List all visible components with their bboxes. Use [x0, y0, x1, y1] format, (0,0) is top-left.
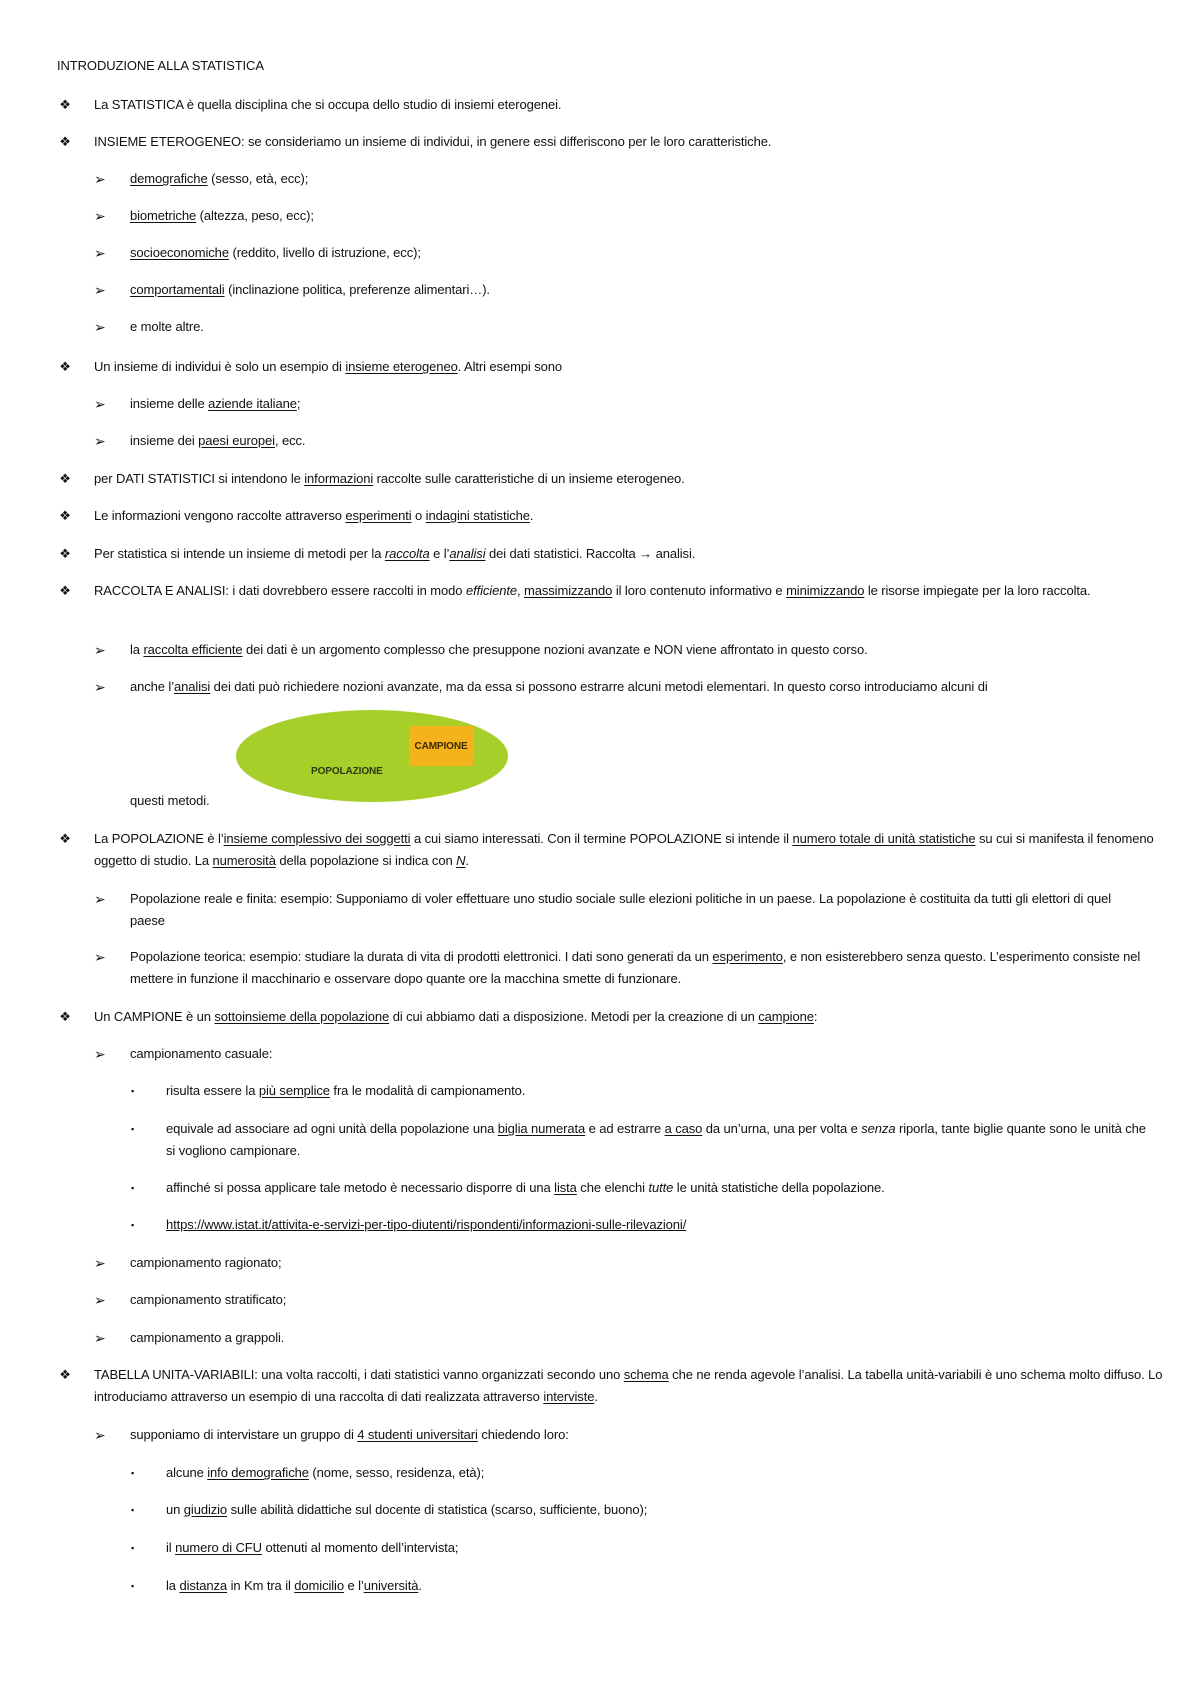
diamond-bullet-icon: ❖ — [59, 583, 71, 598]
diamond-bullet-icon: ❖ — [59, 508, 71, 523]
arrow-bullet-icon: ➢ — [94, 642, 106, 658]
underlined-term: demografiche — [130, 171, 208, 186]
arrow-bullet-icon: ➢ — [94, 1292, 106, 1308]
arrow-bullet-icon: ➢ — [94, 171, 106, 187]
diamond-bullet-icon: ❖ — [59, 831, 71, 846]
square-bullet-icon: ▪ — [131, 1581, 135, 1591]
arrow-bullet-icon: ➢ — [94, 282, 106, 298]
diamond-bullet-icon: ❖ — [59, 97, 71, 112]
document-page: INTRODUZIONE ALLA STATISTICA ❖ La STATISTICA è quella disciplina che si occupa dello studio di insiemi eterogenei. ❖ INSIEME ETEROGENEO: se consideriamo un insieme di individui, in genere essi differiscono per le loro caratteristiche. ➢ demografiche (sesso, età, ecc); ➢ biometriche (altezza, peso, ecc); ➢ socioeconomiche (reddito, livello di istruzione, ecc); ➢ comportamentali (inclinazione politica, preferenze alimentari…). ➢ e molte altre. ❖ Un insieme di individui è solo un esempio di insieme eterogeneo. Altri esempi sono ➢ insieme delle aziende italiane; ➢ insieme dei paesi europei, ecc. ❖ per DATI STATISTICI si intendono le informazioni raccolte sulle caratteristiche di un insieme eterogeneo. ❖ Le informazioni vengono raccolte attraverso esperimenti o indagini statistiche. ❖ Per statistica si intende un insieme di metodi per la raccolta e l’analisi dei dati statistici. Raccolta → analisi. ❖ RACCOLTA E ANALISI: i dati dovrebbero essere raccolti in modo efficiente, massimizzando il loro contenuto informativo e minimizzando le risorse impiegate per la loro raccolta. ➢ la raccolta efficiente dei dati è un argomento complesso che presuppone nozioni avanzate e NON viene affrontato in questo corso. ➢ anche l’analisi dei dati può richiedere nozioni avanzate, ma da essa si possono estrarre alcuni metodi elementari. In questo corso introduciamo alcuni di POPOLAZIONE CAMPIONE questi metodi. ❖ La POPOLAZIONE è l’insieme complessivo dei soggetti a cui siamo interessati. Con il termine POPOLAZIONE si intende il numero totale di unità statistiche su cui si manifesta il fenomeno oggetto di studio. La numerosità della popolazione si indica con N. ➢ Popolazione reale e finita: esempio: Supponiamo di voler effettuare uno studio sociale sulle elezioni politiche in un paese. La popolazione è costituita da tutti gli elettori di quel paese ➢ Popolazione teorica: esempio: studiare la durata di vita di prodotti elettronici. I dati sono generati da un esperimento, e non esisterebbero senza questo. L’esperimento consiste nel mettere in funzione il macchinario e osservare dopo quante ore la macchina smette di funzionare. ❖ Un CAMPIONE è un sottoinsieme della popolazione di cui abbiamo dati a disposizione. Metodi per la creazione di un campione: ➢ campionamento casuale: ▪ risulta essere la più semplice fra le modalità di campionamento. ▪ equivale ad associare ad ogni unità della popolazione una biglia numerata e ad estrarre a caso da un’urna, una per volta e senza riporla, tante biglie quante sono le unità che si vogliono campionare. ▪ affinché si possa applicare tale metodo è necessario disporre di una lista che elenchi tutte le unità statistiche della popolazione. ▪ https://www.istat.it/attivita-e-servizi-per-tipo-diutenti/rispondenti/informazioni-sulle-rilevazioni/ ➢ campionamento ragionato; ➢ campionamento stratificato; ➢ campionamento a grappoli. ❖ TABELLA UNITA-VARIABILI: una volta raccolti, i dati statistici vanno organizzati secondo uno schema che ne renda agevole l’analisi. La tabella unità-variabili è uno schema molto diffuso. Lo introduciamo attraverso un esempio di una raccolta di dati realizzata attraverso interviste. ➢ supponiamo di intervistare un gruppo di 4 studenti universitari chiedendo loro: ▪ alcune info demografiche (nome, sesso, residenza, età); ▪ un giudizio sulle abilità didattiche sul docente di statistica (scarso, sufficiente, buono); ▪ il numero di CFU ottenuti al momento dell’intervista; ▪ la distanza in Km tra il domicilio e l’università. — [0, 0, 1200, 1696]
underlined-term: biometriche — [130, 208, 197, 223]
square-bullet-icon: ▪ — [131, 1505, 135, 1515]
diamond-bullet-icon: ❖ — [59, 1367, 71, 1382]
underlined-term: comportamentali — [130, 282, 225, 297]
diamond-bullet-icon: ❖ — [59, 1009, 71, 1024]
square-bullet-icon: ▪ — [131, 1468, 135, 1478]
arrow-bullet-icon: ➢ — [94, 433, 106, 449]
population-label: POPOLAZIONE — [311, 766, 383, 777]
arrow-bullet-icon: ➢ — [94, 679, 106, 695]
arrow-bullet-icon: ➢ — [94, 949, 106, 965]
arrow-bullet-icon: ➢ — [94, 245, 106, 261]
arrow-bullet-icon: ➢ — [94, 1255, 106, 1271]
square-bullet-icon: ▪ — [131, 1086, 135, 1096]
sample-box: CAMPIONE — [409, 726, 473, 766]
square-bullet-icon: ▪ — [131, 1183, 135, 1193]
istat-link[interactable]: https://www.istat.it/attivita-e-servizi-per-tipo-diutenti/rispondenti/informazioni-sulle-rilevazioni/ — [166, 1217, 687, 1232]
diamond-bullet-icon: ❖ — [59, 134, 71, 149]
arrow-bullet-icon: ➢ — [94, 891, 106, 907]
underlined-term: socioeconomiche — [130, 245, 229, 260]
arrow-bullet-icon: ➢ — [94, 1427, 106, 1443]
square-bullet-icon: ▪ — [131, 1220, 135, 1230]
diamond-bullet-icon: ❖ — [59, 546, 71, 561]
arrow-bullet-icon: ➢ — [94, 319, 106, 335]
square-bullet-icon: ▪ — [131, 1124, 135, 1134]
arrow-bullet-icon: ➢ — [94, 1046, 106, 1062]
square-bullet-icon: ▪ — [131, 1543, 135, 1553]
paragraph-text: La STATISTICA è quella disciplina che si occupa dello studio di insiemi eterogenei. — [94, 97, 562, 112]
arrow-bullet-icon: ➢ — [94, 396, 106, 412]
paragraph-text: INSIEME ETEROGENEO: se consideriamo un insieme di individui, in genere essi differiscono per le loro caratteristiche. — [94, 134, 772, 149]
population-sample-diagram — [236, 710, 508, 802]
arrow-bullet-icon: ➢ — [94, 1330, 106, 1346]
arrow-bullet-icon: ➢ — [94, 208, 106, 224]
diamond-bullet-icon: ❖ — [59, 471, 71, 486]
page-title: INTRODUZIONE ALLA STATISTICA — [57, 58, 264, 73]
diamond-bullet-icon: ❖ — [59, 359, 71, 374]
